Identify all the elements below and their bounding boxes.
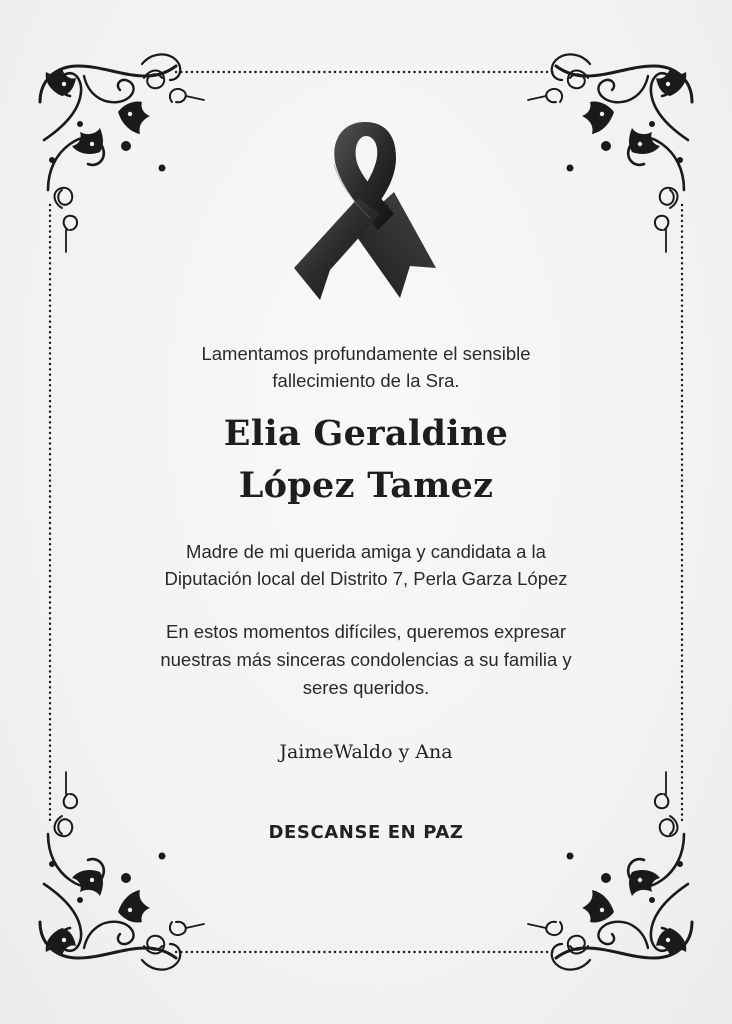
signature: JaimeWaldo y Ana	[279, 741, 453, 763]
condolence-text	[100, 618, 632, 702]
deceased-name-line-2: López Tamez	[238, 465, 494, 506]
relation-line-2: Diputación local del Distrito 7, Perla Garza López	[164, 568, 568, 589]
relation-text	[100, 538, 632, 592]
condolence-message	[100, 340, 632, 843]
message-line-3: seres queridos.	[302, 677, 430, 698]
message-line-2: nuestras más sinceras condolencias a su familia y	[160, 649, 572, 670]
intro-line-2: fallecimiento de la Sra.	[272, 370, 460, 391]
deceased-name-line-1: Elia Geraldine	[223, 413, 509, 454]
intro-text	[100, 340, 632, 394]
closing-text: DESCANSE EN PAZ	[268, 822, 464, 843]
deceased-name	[100, 408, 632, 512]
intro-line-1: Lamentamos profundamente el sensible	[201, 343, 531, 364]
corner-top-left-ornament	[40, 54, 204, 252]
corner-top-right-ornament	[528, 54, 692, 252]
relation-line-1: Madre de mi querida amiga y candidata a la	[186, 541, 546, 562]
mourning-ribbon-icon	[290, 118, 440, 304]
message-line-1: En estos momentos difíciles, queremos expresar	[166, 621, 566, 642]
